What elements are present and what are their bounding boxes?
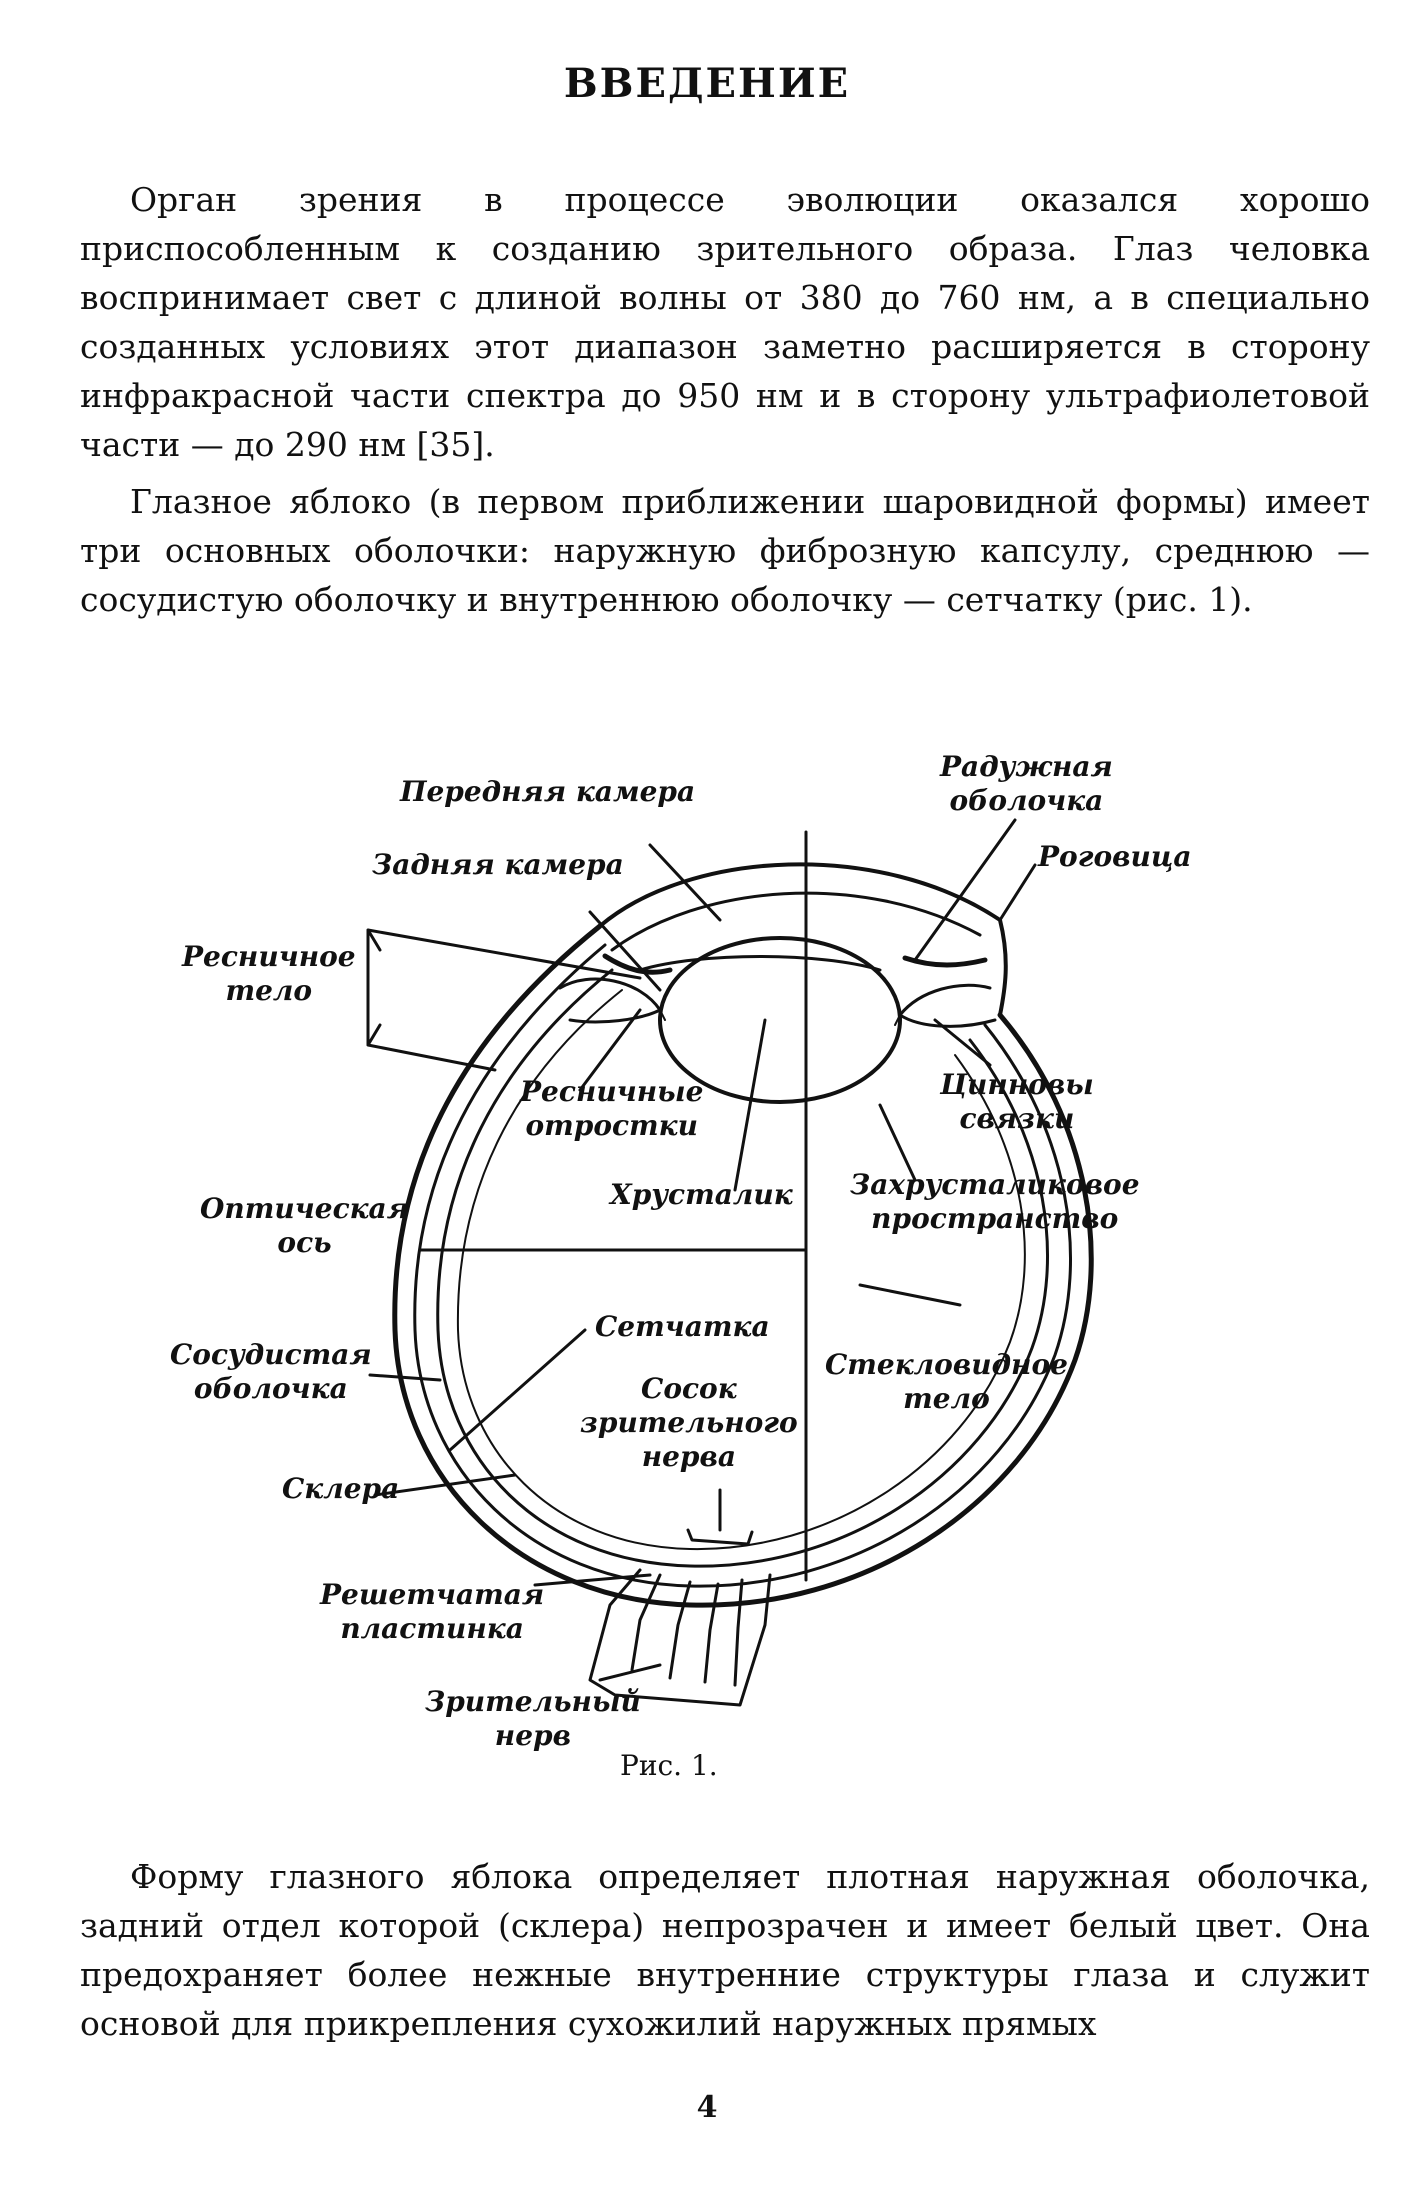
chapter-heading: ВВЕДЕНИЕ xyxy=(563,60,851,107)
label-posterior-chamber: Задняя камера xyxy=(372,848,624,881)
paragraph-2: Глазное яблоко (в первом приближении шаровидной формы) имеет три основных оболочки: наружную фиброзную капсулу, среднюю — сосудистую оболочку и внутреннюю оболочку — сетчатку (рис. 1). xyxy=(80,482,1370,619)
retina-outline xyxy=(438,970,1048,1566)
paragraph-3: Форму глазного яблока определяет плотная наружная оболочка, задний отдел которой (склера) непрозрачен и имеет белый цвет. Она предохраняет более нежные внутренние структуры глаза и служит основой для прикрепления сухожилий наружных прямых xyxy=(80,1857,1370,2043)
leader-choroid xyxy=(370,1375,440,1380)
leader-anterior-chamber xyxy=(650,845,720,920)
anterior-chamber-floor xyxy=(640,957,880,971)
label-retina: Сетчатка xyxy=(595,1310,770,1343)
paragraph-1: Орган зрения в процессе эволюции оказался хорошо приспособленным к созданию зрительного образа. Глаз человка воспринимает свет с длиной волны от 380 до 760 нм, а в специально созданных условиях этот диапазон заметно расширяется в сторону инфракрасной части спектра до 950 нм и в сторону ультрафиолетовой части — до 290 нм [35]. xyxy=(80,180,1370,464)
leader-lens xyxy=(735,1020,765,1190)
ciliary-body-right xyxy=(900,985,995,1026)
label-zonule: Цинновы связки xyxy=(940,1068,1094,1135)
figure-caption: Рис. 1. xyxy=(620,1749,718,1782)
eye-diagram xyxy=(0,720,1414,1820)
label-optic-axis: Оптическая ось xyxy=(200,1192,409,1259)
label-vitreous-body: Стекловидное тело xyxy=(825,1348,1068,1415)
leader-vitreous xyxy=(860,1285,960,1305)
leader-optic-nerve xyxy=(600,1665,660,1680)
label-optic-nerve: Зрительный нерв xyxy=(425,1685,641,1752)
eyeball-shells xyxy=(395,926,1091,1605)
label-optic-disc: Сосок зрительного нерва xyxy=(580,1372,798,1473)
label-sclera: Склера xyxy=(282,1472,400,1505)
label-lens: Хрусталик xyxy=(610,1178,793,1211)
cornea-inner xyxy=(612,893,980,950)
eye-anatomy-figure xyxy=(0,720,1414,1820)
page-number: 4 xyxy=(696,2090,718,2125)
label-anterior-chamber: Передняя камера xyxy=(400,775,696,808)
label-ciliary-processes: Ресничные отростки xyxy=(520,1075,704,1142)
label-retrolental-space: Захрусталиковое пространство xyxy=(850,1168,1140,1235)
leader-cornea xyxy=(1000,865,1035,920)
leader-retina xyxy=(450,1330,585,1450)
label-iris: Радужная оболочка xyxy=(940,750,1113,817)
label-ciliary-body: Ресничное тело xyxy=(182,940,356,1007)
label-cornea: Роговица xyxy=(1038,840,1192,873)
label-lamina-cribrosa: Решетчатая пластинка xyxy=(320,1578,545,1645)
label-choroid: Сосудистая оболочка xyxy=(170,1338,372,1405)
leader-iris xyxy=(915,820,1015,960)
